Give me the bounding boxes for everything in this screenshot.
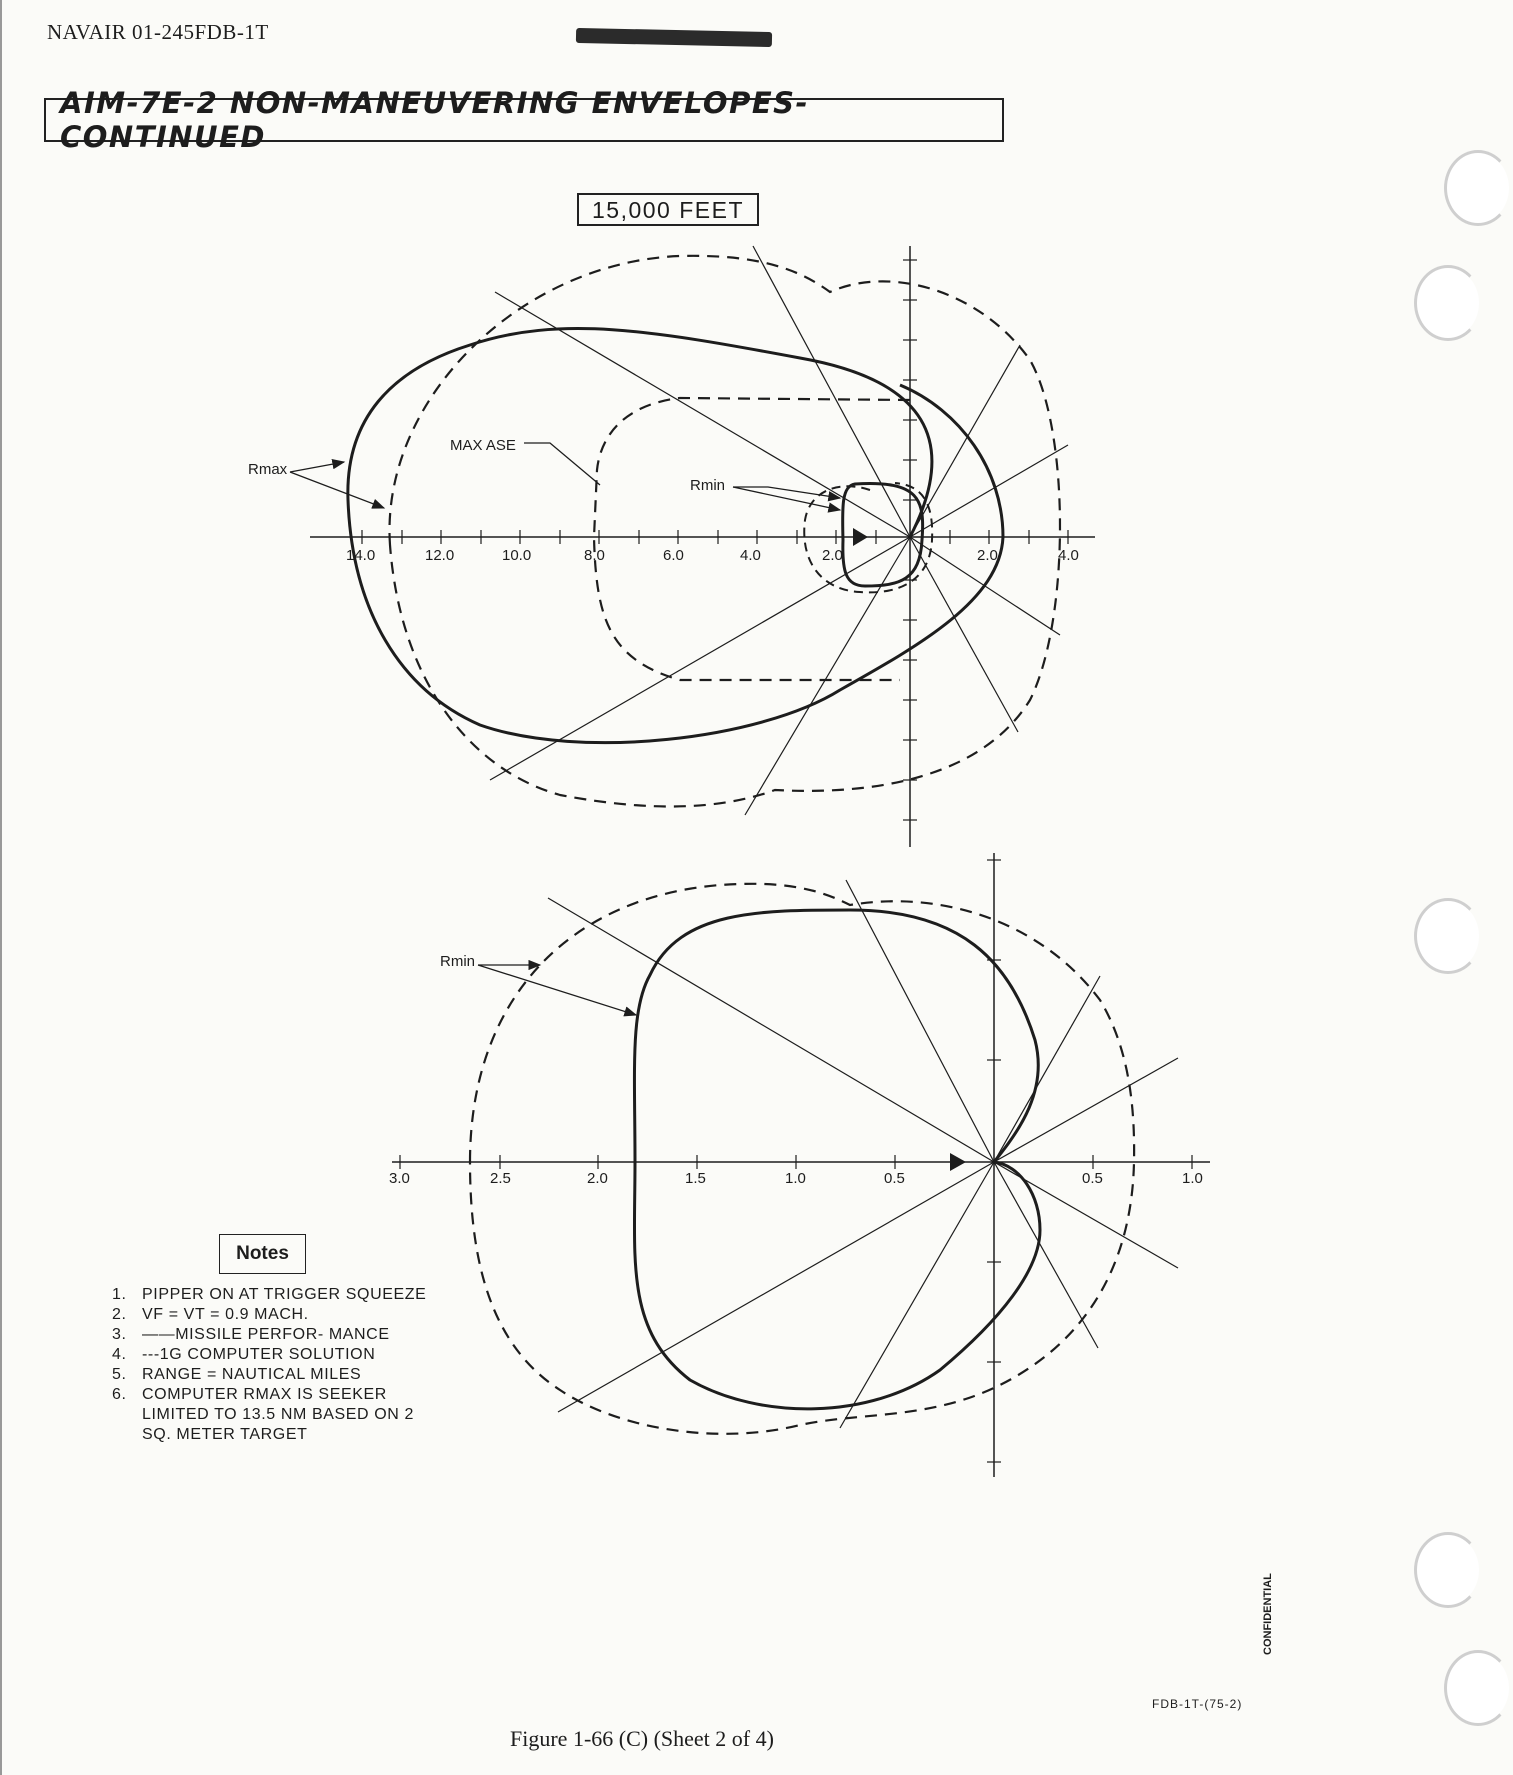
- document-id: NAVAIR 01-245FDB-1T: [47, 20, 269, 44]
- top-aspect-lines: [490, 246, 1068, 815]
- bottom-x-tick-1: 2.5: [490, 1170, 511, 1187]
- bottom-x-tick-0: 3.0: [389, 1170, 410, 1187]
- note-item: 4. ---1G COMPUTER SOLUTION: [112, 1346, 376, 1363]
- punch-hole: [1414, 1532, 1482, 1608]
- page-title: AIM-7E-2 NON-MANEUVERING ENVELOPES- CONTINUED: [60, 86, 810, 154]
- top-x-tick-5: 4.0: [740, 547, 761, 564]
- top-shooter-marker: [853, 528, 868, 546]
- bottom-x-tick-3: 1.5: [685, 1170, 706, 1187]
- bottom-rmin-label: Rmin: [440, 953, 476, 970]
- bottom-x-tick-2: 2.0: [587, 1170, 608, 1187]
- bottom-envelope-chart: [392, 853, 1210, 1477]
- top-x-tick-7: 2.0: [977, 547, 998, 564]
- bottom-aspect-lines: [548, 880, 1178, 1428]
- top-x-tick-0: 14.0: [346, 547, 376, 564]
- notes-list: [112, 1285, 432, 1445]
- figure-caption: Figure 1-66 (C) (Sheet 2 of 4): [510, 1726, 774, 1751]
- confidential-marking: CONFIDENTIAL: [1262, 1573, 1274, 1655]
- punch-hole: [1414, 898, 1482, 974]
- top-max-ase-label: MAX ASE: [450, 437, 516, 454]
- bottom-chart-labels: [389, 953, 1203, 1187]
- top-chart-labels: [248, 437, 1079, 564]
- top-label-pointers: [290, 443, 840, 510]
- top-missile-performance-envelope: [348, 329, 1003, 743]
- punch-hole: [1444, 150, 1512, 226]
- top-rmax-label: Rmax: [248, 461, 288, 478]
- top-x-tick-1: 12.0: [425, 547, 455, 564]
- bottom-x-tick-7: 1.0: [1182, 1170, 1203, 1187]
- top-envelope-chart: [290, 246, 1095, 847]
- bottom-x-tick-5: 0.5: [884, 1170, 905, 1187]
- bottom-label-pointers: [478, 965, 636, 1015]
- bottom-computer-rmin-envelope: [470, 884, 1134, 1434]
- punch-hole: [1444, 1650, 1512, 1726]
- altitude-label: 15,000 FEET: [577, 193, 759, 226]
- figure-code: FDB-1T-(75-2): [1152, 1697, 1243, 1711]
- bottom-x-tick-4: 1.0: [785, 1170, 806, 1187]
- note-item: 6. COMPUTER RMAX IS SEEKER LIMITED TO 13.5 NM BASED ON 2 SQ. METER TARGET: [112, 1386, 414, 1443]
- top-rmin-label: Rmin: [690, 477, 726, 494]
- top-x-tick-6: 2.0: [822, 547, 843, 564]
- notes-heading: Notes: [219, 1234, 306, 1274]
- note-item: 2. VF = VT = 0.9 MACH.: [112, 1306, 309, 1323]
- bottom-shooter-marker: [950, 1153, 966, 1171]
- top-x-tick-2: 10.0: [502, 547, 532, 564]
- top-x-tick-8: 4.0: [1058, 547, 1079, 564]
- bottom-x-tick-6: 0.5: [1082, 1170, 1103, 1187]
- note-item: 3. ——MISSILE PERFOR- MANCE: [112, 1326, 390, 1343]
- top-x-tick-4: 6.0: [663, 547, 684, 564]
- top-x-tick-3: 8.0: [584, 547, 605, 564]
- note-item: 5. RANGE = NAUTICAL MILES: [112, 1366, 362, 1383]
- punch-hole: [1414, 265, 1482, 341]
- note-item: 1. PIPPER ON AT TRIGGER SQUEEZE: [112, 1286, 427, 1303]
